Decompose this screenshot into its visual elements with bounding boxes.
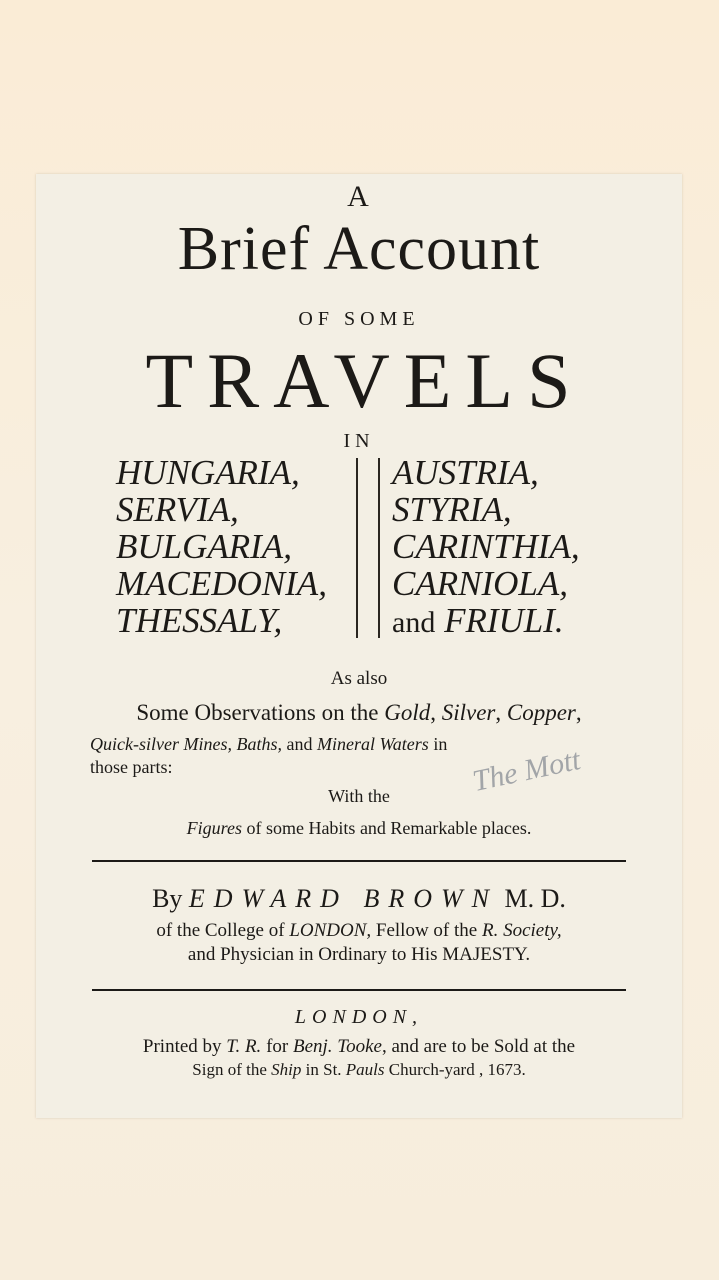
region-item: STYRIA, — [392, 490, 512, 529]
author-name: EDWARD BROWN — [188, 884, 499, 913]
in-line: IN — [343, 430, 375, 452]
brace-left — [356, 458, 358, 638]
sold-at: , and are to be Sold at the — [381, 1036, 576, 1057]
book-title: Brief Account — [177, 215, 541, 283]
region-item: CARNIOLA, — [392, 564, 568, 603]
obs-gold: Gold — [384, 700, 431, 725]
region-item: AUSTRIA, — [392, 453, 539, 492]
figures-word: Figures — [186, 818, 242, 838]
ship-word: Ship — [271, 1060, 302, 1079]
printed-by: Printed by — [142, 1036, 222, 1057]
churchyard: Church-yard , 1673. — [388, 1060, 526, 1079]
region-item: SERVIA, — [116, 490, 239, 529]
divider-rule — [92, 860, 626, 862]
of-some-line: OF SOME — [298, 308, 420, 330]
in-word: in — [433, 734, 448, 754]
imprint-city: LONDON, — [294, 1006, 424, 1028]
society-name: R. Society, — [481, 920, 562, 941]
regions-right-list — [392, 454, 580, 639]
divider-rule — [92, 989, 626, 991]
printed-line — [36, 1036, 682, 1058]
physician-line: and Physician in Ordinary to His MAJESTY. — [187, 944, 531, 965]
bookseller-name: Benj. Tooke — [292, 1036, 382, 1057]
region-item-last — [392, 602, 580, 639]
fellow-text: Fellow of the — [375, 920, 478, 941]
sign-line — [36, 1060, 682, 1080]
title-page — [36, 174, 682, 1118]
and-word: and — [392, 606, 436, 639]
for-word: for — [266, 1036, 289, 1057]
quicksilver: Quick-silver Mines — [90, 734, 228, 754]
region-item: MACEDONIA, — [116, 564, 327, 603]
college-city: LONDON, — [289, 920, 372, 941]
in-st: in St. — [305, 1060, 342, 1079]
and-word: and — [286, 734, 313, 754]
figures-line — [36, 818, 682, 839]
region-item: THESSALY, — [116, 601, 283, 640]
handwritten-signature: The Mott — [469, 743, 584, 798]
region-item: HUNGARIA, — [116, 453, 300, 492]
region-last: FRIULI. — [444, 601, 564, 640]
pauls-word: Pauls — [345, 1060, 385, 1079]
college-prefix: of the College of — [156, 920, 285, 941]
title-article: A — [347, 180, 371, 213]
sign-of: Sign of the — [192, 1060, 267, 1079]
with-the-line: With the — [328, 786, 390, 806]
figures-rest: of some Habits and Remarkable places. — [246, 818, 532, 838]
by-word: By — [152, 884, 183, 913]
as-also-line: As also — [330, 668, 388, 689]
brace-right — [378, 458, 380, 638]
those-parts: those parts: — [90, 757, 173, 777]
travels-heading: TRAVELS — [145, 337, 585, 424]
author-line — [36, 884, 682, 914]
quicksilver-line: Quick-silver Mines, Baths, and Mineral Waters in — [90, 734, 448, 754]
obs-silver: Silver — [441, 700, 496, 725]
obs-copper: Copper — [506, 700, 576, 725]
regions-left-list — [116, 454, 327, 639]
region-item: BULGARIA, — [116, 527, 292, 566]
obs-prefix: Some Observations on the — [136, 700, 379, 725]
region-item: CARINTHIA, — [392, 527, 580, 566]
baths: Baths — [236, 734, 278, 754]
author-degree: M. D. — [504, 884, 566, 913]
printer-name: T. R. — [226, 1036, 262, 1057]
observations-line: Some Observations on the Gold, Silver, Copper, — [136, 700, 582, 725]
mineral-waters: Mineral Waters — [316, 734, 429, 754]
college-line — [36, 920, 682, 942]
